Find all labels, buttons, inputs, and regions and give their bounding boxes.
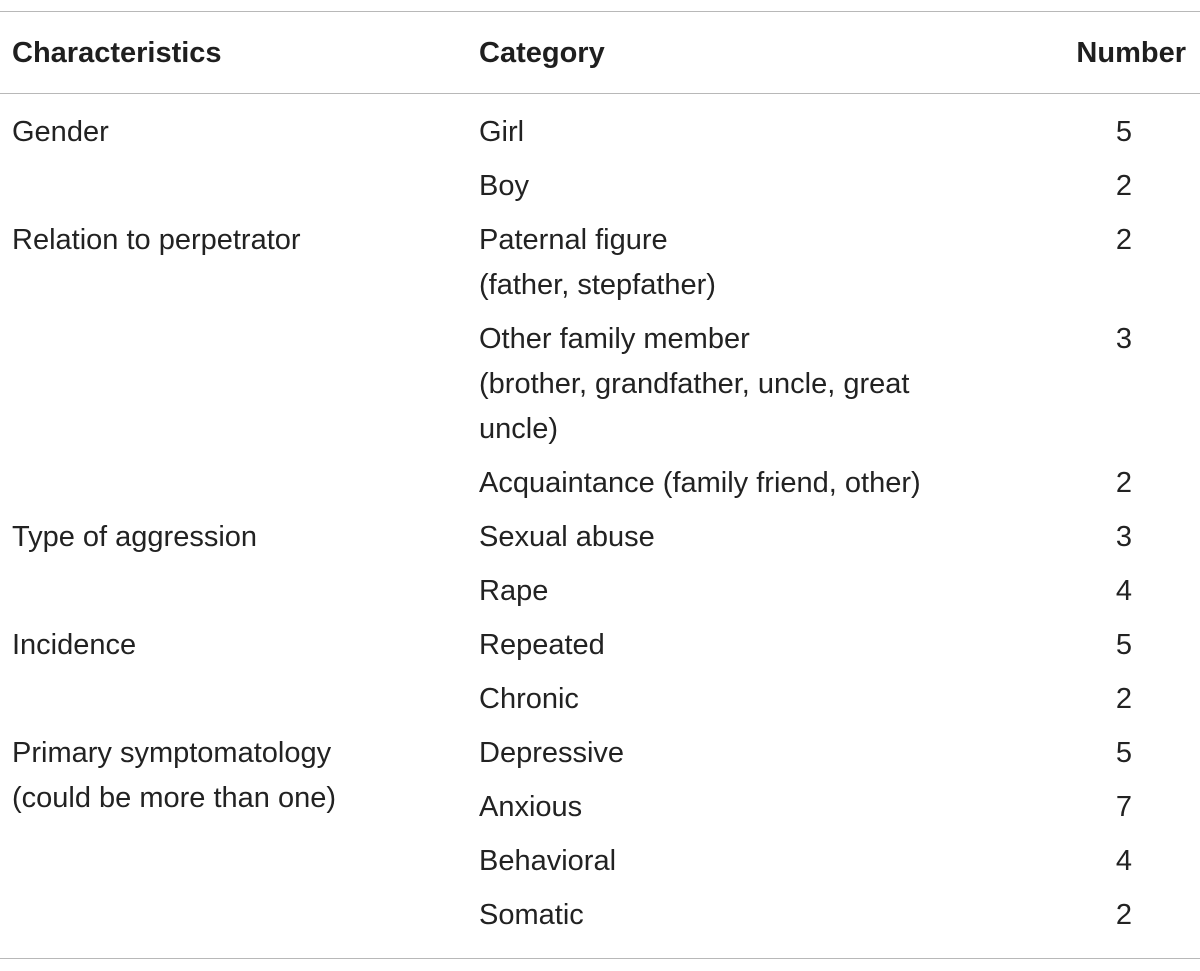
cell-number: 5 bbox=[1115, 629, 1132, 661]
cell-number: 4 bbox=[1115, 575, 1132, 607]
table-row bbox=[0, 317, 1200, 461]
cell-characteristic: Incidence bbox=[12, 629, 137, 661]
table-row bbox=[0, 785, 1200, 839]
cell-characteristic: Relation to perpetrator bbox=[12, 224, 301, 256]
cell-category: Anxious bbox=[479, 791, 583, 823]
cell-category: Repeated bbox=[479, 629, 605, 661]
cell-characteristic: Type of aggression bbox=[12, 521, 258, 553]
cell-category: Behavioral bbox=[479, 845, 617, 877]
cell-category: Boy bbox=[479, 170, 529, 202]
table-row bbox=[0, 893, 1200, 947]
cell-category: Paternal figure (father, stepfather) bbox=[479, 224, 716, 301]
cell-characteristic: Primary symptomatology (could be more than one) bbox=[12, 737, 337, 814]
cell-characteristic: Gender bbox=[12, 116, 109, 148]
cell-number: 2 bbox=[1115, 683, 1132, 715]
cell-number: 2 bbox=[1115, 899, 1132, 931]
table-row bbox=[0, 164, 1200, 218]
table-row bbox=[0, 461, 1200, 515]
table-row bbox=[0, 515, 1200, 569]
cell-number: 3 bbox=[1115, 521, 1132, 553]
cell-category: Chronic bbox=[479, 683, 579, 715]
table-row bbox=[0, 569, 1200, 623]
cell-category: Sexual abuse bbox=[479, 521, 655, 553]
cell-number: 5 bbox=[1115, 116, 1132, 148]
table-row bbox=[0, 839, 1200, 893]
cell-category: Depressive bbox=[479, 737, 625, 769]
cell-number: 2 bbox=[1115, 467, 1132, 499]
cell-category: Acquaintance (family friend, other) bbox=[479, 467, 921, 499]
table-row bbox=[0, 677, 1200, 731]
cell-category: Other family member (brother, grandfather, uncle, great uncle) bbox=[479, 323, 910, 445]
table-header-rule bbox=[0, 93, 1200, 94]
table-row bbox=[0, 110, 1200, 164]
table-body bbox=[0, 110, 1200, 947]
header-characteristics: Characteristics bbox=[12, 37, 222, 69]
cell-category: Rape bbox=[479, 575, 549, 607]
cell-number: 2 bbox=[1115, 170, 1132, 202]
cell-category: Girl bbox=[479, 116, 525, 148]
table-bottom-rule bbox=[0, 958, 1200, 959]
table-row bbox=[0, 623, 1200, 677]
table-header bbox=[0, 33, 1200, 73]
cell-category: Somatic bbox=[479, 899, 584, 931]
cell-number: 5 bbox=[1115, 737, 1132, 769]
table-top-rule bbox=[0, 11, 1200, 12]
cell-number: 2 bbox=[1115, 224, 1132, 256]
cell-number: 3 bbox=[1115, 323, 1132, 355]
cell-number: 4 bbox=[1115, 845, 1132, 877]
cell-number: 7 bbox=[1115, 791, 1132, 823]
header-category: Category bbox=[479, 37, 605, 69]
table-row bbox=[0, 218, 1200, 317]
header-number: Number bbox=[1076, 37, 1186, 69]
